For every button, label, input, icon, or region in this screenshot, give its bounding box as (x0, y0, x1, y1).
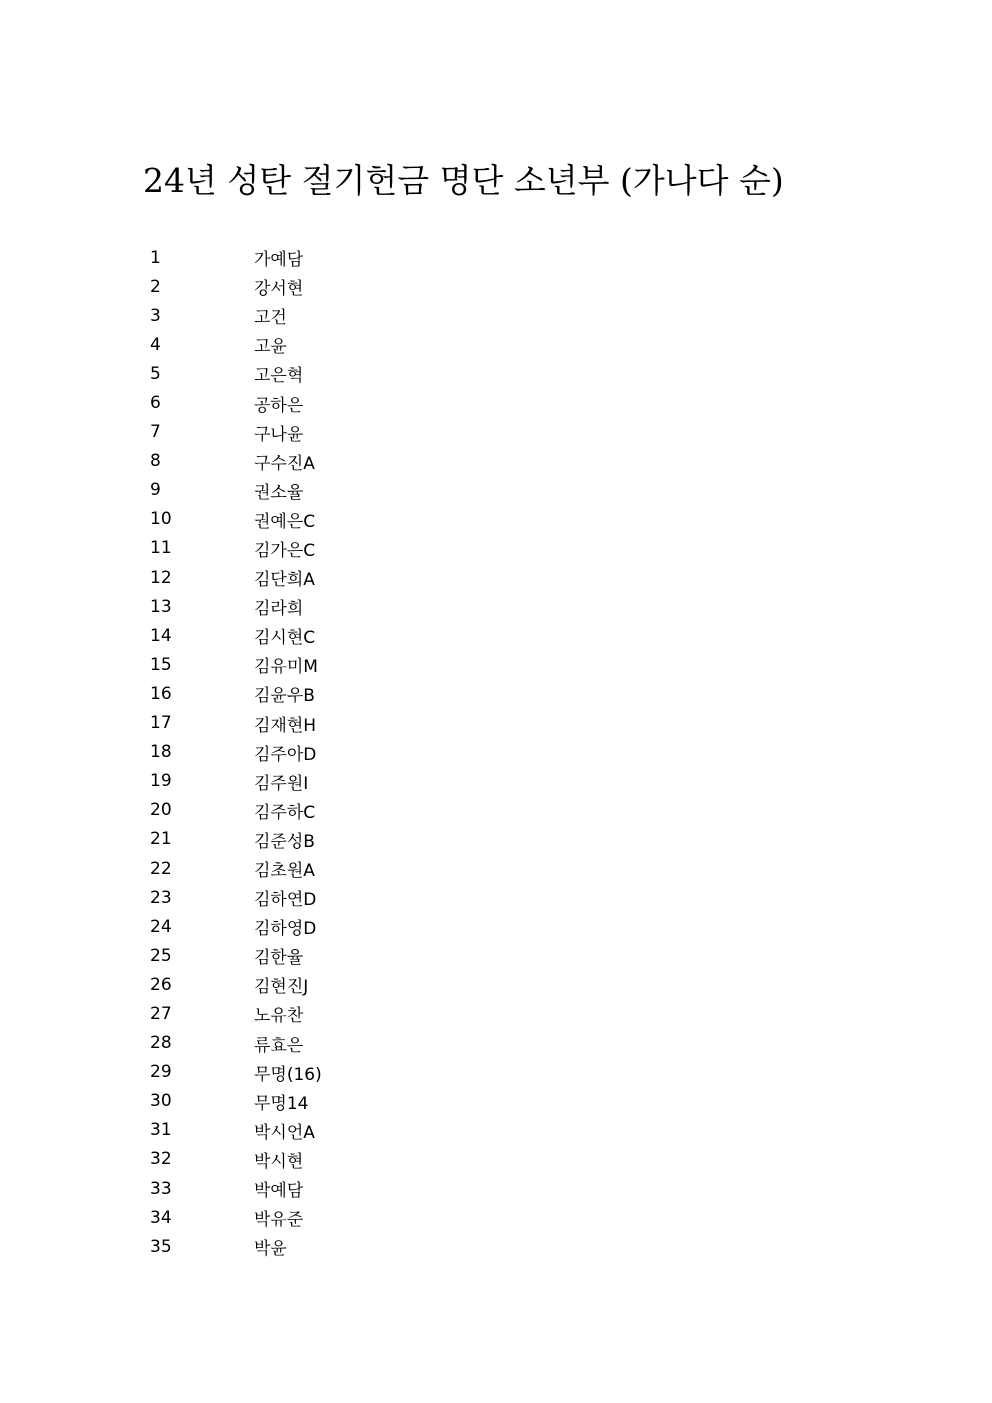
entry-number: 22 (150, 858, 172, 879)
entry-name: 강서현 (254, 279, 304, 300)
list-item (150, 1087, 322, 1116)
list-item (150, 999, 322, 1028)
entry-name: 김한율 (254, 948, 304, 969)
entry-name: 김현진J (254, 977, 309, 998)
entry-name: 김시현C (254, 628, 316, 649)
entry-number: 32 (150, 1149, 172, 1170)
entry-number: 29 (150, 1062, 172, 1083)
entry-number: 23 (150, 887, 172, 908)
list-item (150, 941, 322, 970)
entry-number: 10 (150, 509, 172, 530)
list-item (150, 1174, 322, 1203)
entry-number: 19 (150, 771, 172, 792)
entry-number: 4 (150, 334, 161, 355)
entry-name: 무명14 (254, 1093, 309, 1114)
entry-number: 33 (150, 1178, 172, 1199)
entry-number: 13 (150, 596, 172, 617)
list-item (150, 912, 322, 941)
entry-name: 김주아D (254, 744, 317, 765)
document-title: 24년 성탄 절기헌금 명단 소년부 (가나다 순) (143, 161, 784, 200)
list-item (150, 825, 322, 854)
list-item (150, 1232, 322, 1261)
entry-number: 14 (150, 625, 172, 646)
entry-number: 9 (150, 480, 161, 501)
entry-name: 박시언A (254, 1122, 315, 1143)
list-item (150, 1058, 322, 1087)
entry-name: 박시현 (254, 1151, 304, 1172)
list-item (150, 679, 322, 708)
entry-name: 김윤우B (254, 686, 315, 707)
entry-name: 가예담 (254, 250, 304, 271)
list-item (150, 272, 322, 301)
entry-name: 김재현H (254, 715, 317, 736)
list-item (150, 1116, 322, 1145)
list-item (150, 854, 322, 883)
entry-name: 류효은 (254, 1035, 304, 1056)
list-item (150, 621, 322, 650)
entry-number: 8 (150, 451, 161, 472)
entry-name: 김준성B (254, 831, 315, 852)
entry-number: 7 (150, 422, 161, 443)
entry-name: 고윤 (254, 337, 287, 358)
entry-number: 15 (150, 654, 172, 675)
list-item (150, 243, 322, 272)
entry-name: 고건 (254, 308, 287, 329)
entry-name: 권소율 (254, 482, 304, 503)
entry-number: 6 (150, 393, 161, 414)
entry-number: 11 (150, 538, 172, 559)
list-item (150, 534, 322, 563)
entry-name: 김유미M (254, 657, 318, 678)
entry-name: 김초원A (254, 861, 315, 882)
entry-number: 20 (150, 800, 172, 821)
entry-name: 박예담 (254, 1181, 304, 1202)
entry-name: 노유찬 (254, 1006, 304, 1027)
entry-name: 고은혁 (254, 366, 304, 387)
entry-number: 35 (150, 1236, 172, 1257)
entry-name: 김주하C (254, 802, 316, 823)
entry-name: 김주원I (254, 773, 309, 794)
list-item (150, 796, 322, 825)
entry-number: 16 (150, 683, 172, 704)
entry-number: 34 (150, 1207, 172, 1228)
entry-name: 무명(16) (254, 1064, 322, 1085)
list-item (150, 650, 322, 679)
entry-name: 박유준 (254, 1210, 304, 1231)
list-item (150, 563, 322, 592)
entry-name: 김하영D (254, 919, 317, 940)
list-item (150, 330, 322, 359)
entry-number: 25 (150, 945, 172, 966)
entry-number: 30 (150, 1091, 172, 1112)
list-item (150, 883, 322, 912)
list-item (150, 447, 322, 476)
donor-list (150, 243, 322, 1261)
entry-number: 26 (150, 974, 172, 995)
entry-number: 5 (150, 363, 161, 384)
entry-number: 3 (150, 305, 161, 326)
entry-number: 24 (150, 916, 172, 937)
list-item (150, 738, 322, 767)
entry-name: 박윤 (254, 1239, 287, 1260)
list-item (150, 505, 322, 534)
entry-name: 김라희 (254, 599, 304, 620)
list-item (150, 709, 322, 738)
list-item (150, 418, 322, 447)
list-item (150, 1029, 322, 1058)
entry-number: 18 (150, 742, 172, 763)
list-item (150, 301, 322, 330)
list-item (150, 388, 322, 417)
entry-name: 권예은C (254, 511, 316, 532)
entry-name: 김가은C (254, 540, 316, 561)
entry-name: 공하은 (254, 395, 304, 416)
entry-number: 1 (150, 247, 161, 268)
entry-name: 김단희A (254, 570, 315, 591)
entry-number: 28 (150, 1033, 172, 1054)
list-item (150, 1145, 322, 1174)
list-item (150, 592, 322, 621)
entry-number: 31 (150, 1120, 172, 1141)
list-item (150, 476, 322, 505)
entry-name: 구수진A (254, 453, 315, 474)
entry-name: 구나윤 (254, 424, 304, 445)
entry-number: 2 (150, 276, 161, 297)
entry-name: 김하연D (254, 890, 317, 911)
entry-number: 12 (150, 567, 172, 588)
entry-number: 17 (150, 713, 172, 734)
list-item (150, 359, 322, 388)
list-item (150, 767, 322, 796)
list-item (150, 1203, 322, 1232)
list-item (150, 970, 322, 999)
entry-number: 21 (150, 829, 172, 850)
entry-number: 27 (150, 1003, 172, 1024)
